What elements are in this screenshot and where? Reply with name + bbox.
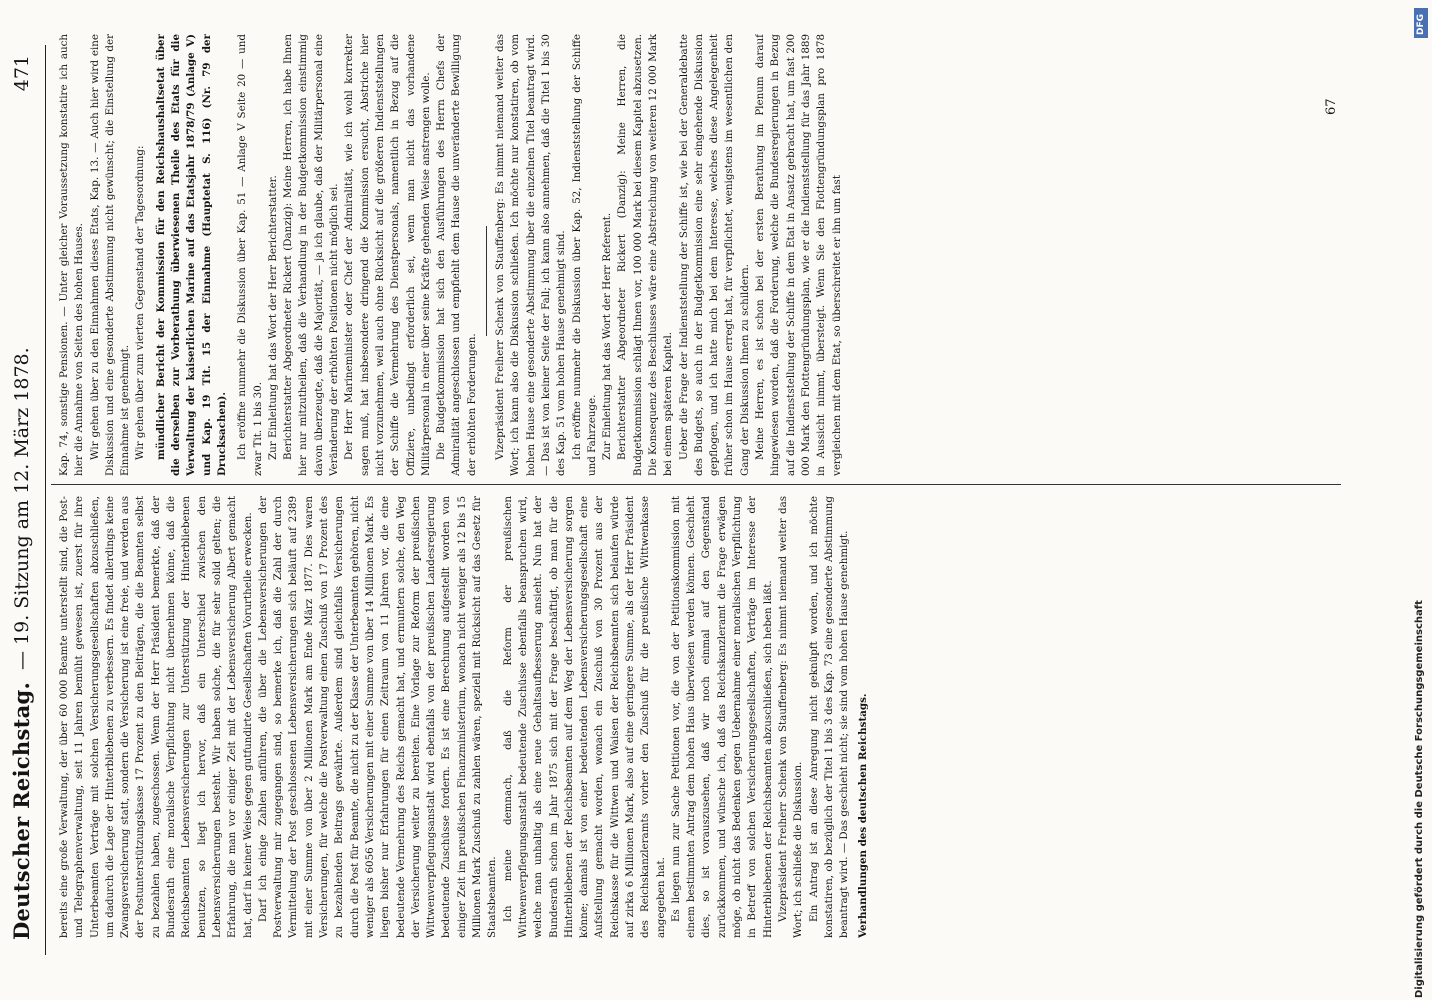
- page-header: [0, 40, 45, 960]
- paragraph: Ich meine demnach, daß die Reform der preußischen Wittwenverpflegungsanstalt bedeutende Zuschüsse ebenfalls beanspruchen wird, welche man unhaltig als eine neue Gehaltsaufbesserung ansieht. Nun hat der Bundesrath schon im Jahr 1875 sich mit der Frage beschäftigt, ob man für die Hinterbliebenen der Reichsbeamten auf dem Weg der Lebensversicherung sorgen könne; damals ist von einer bedeutenden Lebensversicherungsgesellschaft eine Aufstellung gemacht worden, wonach ein Zuschuß von 30 Prozent aus der Reichskasse für die Wittwen und Waisen der Reichsbeamten sich belaufen würde auf zirka 6 Millionen Mark, also auf eine geringere Summe, als der Herr Präsident des Reichskanzleramts vorher den Zuschuß für die preußische Wittwenkasse angegeben hat.: [501, 496, 667, 938]
- paragraph: Kap. 74, sonstige Pensionen. — Unter gleicher Voraussetzung konstatire ich auch hier die Annahme von Seiten des hohen Hauses.: [58, 34, 86, 476]
- signature-mark: 67: [1324, 98, 1339, 115]
- column-footer: Verhandlungen des deutschen Reichstags.: [857, 693, 870, 938]
- speaker-paragraph: Vizepräsident Freiherr Schenk von Stauffenberg: Es nimmt niemand weiter das Wort; ich schließe die Diskussion.: [776, 496, 805, 938]
- section-rule: [486, 226, 487, 336]
- paragraph: Meine Herren, es ist schon bei der ersten Berathung im Plenum darauf hingewiesen worden, daß die Forderung, welche die Bundesregierungen in Bezug auf die Indienststellung der Schiffe in dem Etat in Ansatz gebracht hat, um fast 200 000 Mark den Flottengründungsplan, wie er die Indienststellung für das Jahr 1889 in Aussicht nimmt, übersteigt. Wenn Sie den Flottengründungsplan pro 1878 vergleichen mit dem Etat, so überschreitet er ihn um fast: [754, 34, 843, 476]
- paragraph: Zur Einleitung hat das Wort der Herr Referent.: [601, 212, 614, 460]
- paragraph: Ich eröffne nunmehr die Diskussion über Kap. 52, Indienststellung der Schiffe und Fahrzeuge.: [570, 34, 598, 476]
- paragraph: Die Budgetkommission hat sich den Ausführungen des Herrn Chefs der Admiralität angeschlossen und empfiehlt dem Hause die unveränderte Bewilligung der erhöhten Forderungen.: [435, 34, 478, 476]
- dfg-logo: DFG: [1414, 8, 1428, 38]
- paragraph: Ich eröffne nunmehr die Diskussion über Kap. 51 — Anlage V Seite 20 — und zwar Tit. 1 bis 30.: [236, 34, 264, 476]
- agenda-item: mündlicher Bericht der Kommission für den Reichshaushaltsetat über die derselben zur Vorberathung überwiesenen Theile des Etats für die Verwaltung der kaiserlichen Marine auf das Etatsjahr 1878/79 (Anlage V) und Kap. 19 Tit. 15 der Einnahme (Hauptetat S. 116) (Nr. 79 der Drucksachen).: [154, 34, 228, 476]
- paragraph: Wir gehen über zu den Einnahmen dieses Etats, Kap. 13. — Auch hier wird eine Diskussion und eine gesonderte Abstimmung nicht gewünscht; die Einstellung der Einnahme ist genehmigt.: [88, 34, 132, 476]
- funding-watermark: [1412, 600, 1428, 1000]
- paragraph: Der Herr Marineminister oder Chef der Admiralität, wie ich wohl korrekter sagen muß, hat insbesondere dringend die Kommission ersucht, Abstriche hier nicht vorzunehmen, weil auch ohne Rücksicht auf die größeren Indienststellungen der Schiffe die Vermehrung des Dienstpersonals, namentlich in Bezug auf die Offiziere, unbedingt erforderlich sei, wenn man nicht das vorhandene Militärpersonal in einer über seine Kräfte gehenden Weise anstrengen wolle.: [343, 34, 432, 476]
- paragraph: Wir gehen über zum vierten Gegenstand der Tagesordnung:: [134, 145, 147, 460]
- paragraph: Es liegen nun zur Sache Petitionen vor, die von der Petitionskommission mit einem bestimmten Antrag dem hohen Haus überwiesen werden können. Geschieht dies, so ist vorauszusehen, daß wir noch einmal auf den Gegenstand zurückkommen, und wünsche ich, daß das Reichskanzleramt die Frage erwägen möge, ob nicht das Bedenken gegen Uebernahme einer moralischen Verpflichtung in Betreff von solchen Versicherungsgesellschaften, Verträge im Interesse der Hinterbliebenen der Reichsbeamten abzuschließen, sich heben läßt.: [669, 496, 774, 938]
- paragraph: bereits eine große Verwaltung, der über 60 000 Beamte unterstellt sind, die Post- und Telegraphenverwaltung, seit 11 Jahren bemüht gewesen ist, zuerst für ihre Unterbeamten Verträge mit solchen Versicherungsgesellschaften abzuschließen, um dadurch die Lage der Hinterbliebenen zu verbessern. Es findet allerdings keine Zwangsversicherung statt, sondern die Versicherung ist eine freie, und werden aus der Postunterstützungskasse 17 Prozent zu den Beiträgen, die die Beamten selbst zu bezahlen haben, zugeschossen. Wenn der Herr Präsident bemerkte, daß der Bundesrath eine moralische Verpflichtung nicht übernehmen könne, daß die Reichsbeamten Lebensversicherungen zur Unterstützung der Hinterbliebenen benutzen, so liegt ich hervor, daß ein Unterschied zwischen den Lebensversicherungen besteht. Wir haben solche, die für sehr solid gelten; die Erfahrung, die man vor einiger Zeit mit der Lebensversicherung Albert gemacht hat, darf in keiner Weise gegen gutfundirte Gesellschaften Vorurtheile erwecken.: [58, 496, 254, 938]
- paragraph: Zur Einleitung hat das Wort der Herr Berichterstatter.: [266, 175, 279, 460]
- left-column: [57, 496, 1357, 938]
- speaker-paragraph: Berichterstatter Abgeordneter Rickert (Danzig): Meine Herren, ich habe Ihnen hier nur mitzutheilen, daß die Verhandlung in der Budgetkommission einstimmig davon überzeugte, daß die Majorität, — ja ich glaube, daß der Militärpersonal eine Veränderung der erhöhten Positionen nicht möglich sei.: [282, 34, 341, 476]
- speaker-paragraph: Vizepräsident Freiherr Schenk von Stauffenberg: Es nimmt niemand weiter das Wort; ich kann also die Diskussion schließen. Ich möchte nur konstatiren, ob vom hohen Hause eine gesonderte Abstimmung über die einzelnen Titel beantragt wird. — Das ist von keiner Seite der Fall; ich kann also annehmen, daß die Titel 1 bis 30 des Kap. 51 vom hohen Hause genehmigt sind.: [494, 34, 568, 476]
- paragraph: Darf ich einige Zahlen anführen, die über die Lebensversicherungen der Postverwaltung mir zugegangen sind, so bemerke ich, daß die Zahl der durch Vermittelung der Post geschlossenen Lebensversicherungen sich beläuft auf 2389 mit einer Summe von über 2 Millionen Mark am Ende März 1877. Dies waren Versicherungen, für welche die Postverwaltung einen Zuschuß von 17 Prozent des zu bezahlenden Beitrags gewährte. Außerdem sind gleichfalls Versicherungen durch die Post für Beamte, die nicht zu der Klasse der Unterbeamten gehören, nicht weniger als 6056 Versicherungen mit einer Summe von über 14 Millionen Mark. Es liegen bisher nur Erfahrungen für einen Zeitraum von 11 Jahren vor, die eine bedeutende Vermehrung des Reichs gemacht hat, und ermuntern solche, den Weg der Versicherung weiter zu bereiten. Eine Vorlage zur Reform der preußischen Wittwenverpflegungsanstalt wird ebenfalls von der preußischen Landesregierung bedeutende Zuschüsse fordern. Es ist eine Berechnung aufgestellt worden von einiger Zeit im preußischen Finanzministerium, wonach nicht weniger als 12 bis 15 Millionen Mark Zuschuß zu zahlen wären, speziell mit Rücksicht auf das Gesetz für Staatsbeamten.: [256, 496, 499, 938]
- column-divider: [51, 484, 1341, 485]
- header-rule: [45, 45, 46, 955]
- session-info: — 19. Sitzung am 12. März 1878.: [11, 347, 33, 670]
- paragraph: Ein Antrag ist an diese Anregung nicht geknüpft worden, und ich möchte konstatiren, ob bezüglich der Titel 1 bis 3 des Kap. 73 eine gesonderte Abstimmung beantragt wird. — Das geschieht nicht; sie sind vom hohen Hause genehmigt.: [807, 496, 851, 938]
- page-title: Deutscher Reichstag.: [9, 681, 34, 940]
- paragraph: Ueber die Frage der Indienststellung der Schiffe ist, wie bei der Generaldebatte des Budgets, so auch in der Budgetkommission eine sehr eingehende Diskussion gepflogen, und ich hatte mich bei dem Interesse, welches diese Angelegenheit früher schon im Hause erregt hat, für verpflichtet, wenigstens im wesentlichen den Gang der Diskussion Ihnen zu schildern.: [677, 34, 751, 476]
- right-column: [57, 34, 1357, 476]
- watermark-text: Digitalisierung gefördert durch die Deutsche Forschungsgemeinschaft: [1414, 600, 1425, 998]
- page-number: 471: [11, 55, 33, 92]
- speaker-paragraph: Berichterstatter Abgeordneter Rickert (Danzig): Meine Herren, die Budgetkommission schlägt Ihnen vor, 100 000 Mark bei diesem Kapitel abzusetzen. Die Konsequenz des Beschlusses wäre eine Abstreichung von weiteren 12 000 Mark bei einem späteren Kapitel.: [616, 34, 675, 476]
